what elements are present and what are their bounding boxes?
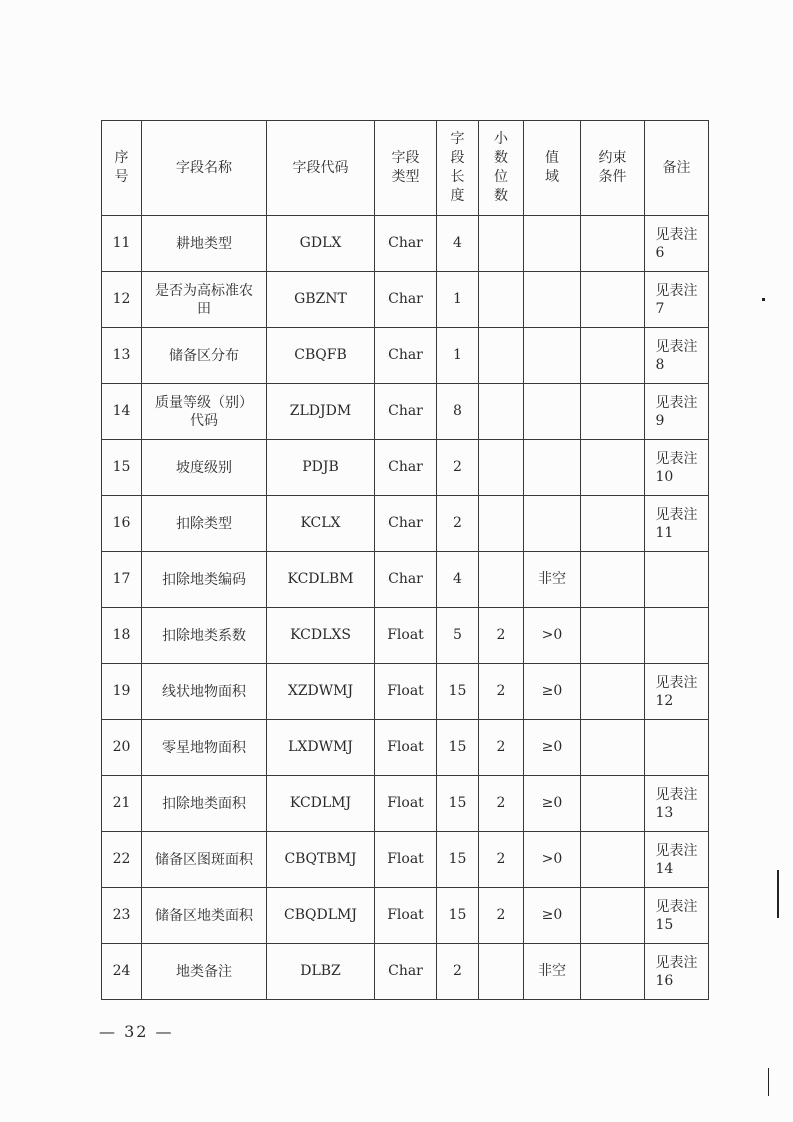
row-field-name-text: 零星地物面积: [162, 739, 246, 756]
row-field-length: [437, 384, 479, 440]
row-field-name: [142, 944, 267, 1000]
row-value-range-text: ≥0: [541, 683, 563, 699]
row-field-length: [437, 664, 479, 720]
row-field-type-text: Char: [388, 347, 423, 363]
scan-mark: [777, 870, 779, 918]
page-number: — 32 —: [99, 1022, 174, 1041]
row-remark: [645, 720, 709, 776]
row-constraint: [581, 328, 645, 384]
row-seq: [102, 664, 142, 720]
header-seq: 序号: [102, 121, 142, 216]
row-field-type: [375, 496, 437, 552]
row-field-name: [142, 384, 267, 440]
table-header-row: [102, 121, 709, 216]
row-decimal-places-text: 2: [496, 795, 506, 811]
row-value-range: [524, 216, 581, 272]
row-value-range-text: 非空: [538, 571, 566, 587]
row-seq: [102, 384, 142, 440]
row-value-range: [524, 440, 581, 496]
row-field-length: [437, 216, 479, 272]
row-field-code: [267, 608, 375, 664]
row-seq: [102, 608, 142, 664]
row-field-code: [267, 272, 375, 328]
row-value-range: [524, 384, 581, 440]
row-field-type-text: Float: [387, 851, 424, 867]
row-field-type-text: Char: [388, 515, 423, 531]
row-field-type-text: Float: [387, 683, 424, 699]
table-row: [102, 608, 709, 664]
row-remark-text: 见表注 10: [655, 450, 698, 485]
row-seq-text: 15: [112, 459, 131, 475]
row-value-range: [524, 328, 581, 384]
header-field-type: 字段类型: [375, 121, 437, 216]
row-decimal-places-text: 2: [496, 851, 506, 867]
row-field-name: [142, 664, 267, 720]
row-field-name-text: 地类备注: [176, 963, 232, 980]
row-constraint: [581, 608, 645, 664]
row-constraint: [581, 496, 645, 552]
row-field-name-text: 储备区分布: [169, 347, 239, 364]
row-field-name-text: 质量等级（别）代码: [155, 394, 253, 429]
row-field-type-text: Char: [388, 571, 423, 587]
row-seq-text: 21: [112, 795, 131, 811]
row-field-code: [267, 888, 375, 944]
row-decimal-places: [479, 888, 524, 944]
row-field-code-text: PDJB: [302, 459, 339, 475]
row-field-length-text: 4: [453, 571, 462, 587]
row-remark: [645, 328, 709, 384]
row-field-length: [437, 552, 479, 608]
row-constraint: [581, 216, 645, 272]
row-decimal-places: [479, 776, 524, 832]
row-seq-text: 19: [112, 683, 131, 699]
row-decimal-places-text: 2: [496, 907, 506, 923]
row-remark: [645, 664, 709, 720]
row-remark: [645, 272, 709, 328]
row-field-length: [437, 888, 479, 944]
row-field-name-text: 坡度级别: [176, 459, 232, 476]
row-field-code-text: DLBZ: [300, 963, 341, 979]
table-row: [102, 496, 709, 552]
row-decimal-places-text: 2: [496, 683, 506, 699]
row-seq-text: 11: [112, 235, 131, 251]
row-field-length-text: 2: [453, 963, 462, 979]
row-value-range-text: >0: [541, 627, 563, 643]
row-field-length-text: 8: [453, 403, 462, 419]
row-value-range: [524, 496, 581, 552]
row-remark: [645, 776, 709, 832]
row-field-type-text: Char: [388, 291, 423, 307]
row-field-length-text: 15: [448, 683, 467, 699]
row-constraint: [581, 272, 645, 328]
row-remark: [645, 552, 709, 608]
row-seq-text: 22: [112, 851, 131, 867]
row-seq: [102, 216, 142, 272]
row-field-length-text: 5: [453, 627, 462, 643]
row-field-code: [267, 496, 375, 552]
scan-mark: [768, 1068, 769, 1096]
header-field-code: 字段代码: [267, 121, 375, 216]
row-value-range: [524, 944, 581, 1000]
row-remark: [645, 608, 709, 664]
header-value-range: 值域: [524, 121, 581, 216]
row-decimal-places: [479, 664, 524, 720]
row-remark-text: 见表注 16: [655, 954, 698, 989]
row-field-length-text: 2: [453, 459, 462, 475]
field-definition-table: [101, 120, 709, 1000]
row-field-code-text: ZLDJDM: [289, 403, 352, 419]
table-row: [102, 720, 709, 776]
row-field-type-text: Char: [388, 459, 423, 475]
row-field-type-text: Float: [387, 907, 424, 923]
row-field-code: [267, 552, 375, 608]
row-field-length: [437, 720, 479, 776]
row-remark-text: 见表注 15: [655, 898, 698, 933]
row-decimal-places: [479, 608, 524, 664]
row-seq-text: 14: [112, 403, 131, 419]
row-constraint: [581, 776, 645, 832]
row-field-name: [142, 216, 267, 272]
row-remark-text: 见表注 14: [655, 842, 698, 877]
row-field-type: [375, 272, 437, 328]
row-value-range: [524, 272, 581, 328]
row-decimal-places-text: 2: [496, 627, 506, 643]
row-value-range: [524, 720, 581, 776]
table-row: [102, 216, 709, 272]
row-decimal-places: [479, 832, 524, 888]
row-seq: [102, 272, 142, 328]
row-field-name-text: 是否为高标准农田: [155, 282, 253, 317]
row-field-type: [375, 216, 437, 272]
row-remark-text: 见表注 13: [655, 786, 698, 821]
row-remark-text: 见表注 12: [655, 674, 698, 709]
row-field-code: [267, 440, 375, 496]
row-field-length: [437, 272, 479, 328]
row-value-range: [524, 832, 581, 888]
table-row: [102, 944, 709, 1000]
row-field-length-text: 15: [448, 739, 467, 755]
row-field-type: [375, 664, 437, 720]
row-field-length-text: 1: [453, 347, 462, 363]
row-field-name-text: 储备区地类面积: [155, 907, 253, 924]
row-field-code-text: KCDLXS: [290, 627, 351, 643]
scan-mark: [762, 298, 765, 301]
row-remark: [645, 944, 709, 1000]
row-decimal-places: [479, 440, 524, 496]
row-field-code-text: CBQFB: [294, 347, 347, 363]
table-row: [102, 440, 709, 496]
table-row: [102, 664, 709, 720]
row-decimal-places: [479, 384, 524, 440]
row-value-range: [524, 888, 581, 944]
row-decimal-places: [479, 552, 524, 608]
row-seq-text: 16: [112, 515, 131, 531]
row-constraint: [581, 888, 645, 944]
header-field-name: 字段名称: [142, 121, 267, 216]
row-remark: [645, 496, 709, 552]
row-field-name: [142, 328, 267, 384]
row-constraint: [581, 384, 645, 440]
row-field-name: [142, 552, 267, 608]
row-seq-text: 24: [112, 963, 131, 979]
row-value-range: [524, 664, 581, 720]
row-field-name-text: 线状地物面积: [162, 683, 246, 700]
row-field-type: [375, 832, 437, 888]
row-seq: [102, 496, 142, 552]
row-decimal-places-text: 2: [496, 739, 506, 755]
row-field-name: [142, 272, 267, 328]
row-field-length: [437, 328, 479, 384]
row-constraint: [581, 720, 645, 776]
row-remark-text: 见表注 8: [655, 338, 698, 373]
row-field-length: [437, 496, 479, 552]
row-field-length-text: 2: [453, 515, 462, 531]
row-field-code: [267, 832, 375, 888]
row-value-range: [524, 776, 581, 832]
row-field-code: [267, 664, 375, 720]
row-field-length-text: 15: [448, 795, 467, 811]
row-seq-text: 13: [112, 347, 131, 363]
row-seq: [102, 440, 142, 496]
header-decimal-places: 小数位数: [479, 121, 524, 216]
row-value-range-text: >0: [541, 851, 563, 867]
row-field-code-text: GDLX: [299, 235, 342, 251]
row-seq-text: 23: [112, 907, 131, 923]
row-remark-text: 见表注 11: [655, 506, 698, 541]
row-seq-text: 12: [112, 291, 131, 307]
row-field-type-text: Char: [388, 403, 423, 419]
row-constraint: [581, 552, 645, 608]
row-field-length: [437, 944, 479, 1000]
row-remark: [645, 832, 709, 888]
row-field-code: [267, 384, 375, 440]
row-decimal-places: [479, 328, 524, 384]
row-field-type: [375, 328, 437, 384]
row-constraint: [581, 664, 645, 720]
row-remark: [645, 888, 709, 944]
row-field-code-text: XZDWMJ: [287, 683, 354, 699]
row-field-name: [142, 440, 267, 496]
table-row: [102, 384, 709, 440]
row-field-length: [437, 440, 479, 496]
row-field-code: [267, 216, 375, 272]
row-decimal-places: [479, 216, 524, 272]
row-field-length: [437, 776, 479, 832]
table-row: [102, 888, 709, 944]
row-field-length-text: 1: [453, 291, 462, 307]
row-value-range-text: ≥0: [541, 907, 563, 923]
row-field-type-text: Float: [387, 739, 424, 755]
row-seq: [102, 888, 142, 944]
table-row: [102, 832, 709, 888]
row-seq: [102, 720, 142, 776]
header-remark: 备注: [645, 121, 709, 216]
row-field-length: [437, 608, 479, 664]
row-field-type: [375, 776, 437, 832]
row-decimal-places: [479, 720, 524, 776]
row-field-code: [267, 328, 375, 384]
row-remark-text: 见表注 9: [655, 394, 698, 429]
row-decimal-places: [479, 496, 524, 552]
row-value-range: [524, 552, 581, 608]
row-field-code-text: KCLX: [300, 515, 341, 531]
row-field-length-text: 4: [453, 235, 462, 251]
table-row: [102, 552, 709, 608]
row-remark: [645, 216, 709, 272]
row-field-code: [267, 776, 375, 832]
row-field-name: [142, 720, 267, 776]
row-field-type-text: Float: [387, 795, 424, 811]
row-remark-text: 见表注 7: [655, 282, 698, 317]
row-field-name-text: 耕地类型: [176, 235, 232, 252]
row-constraint: [581, 440, 645, 496]
row-remark: [645, 440, 709, 496]
row-value-range-text: ≥0: [541, 739, 563, 755]
row-seq: [102, 776, 142, 832]
header-field-length: 字段长度: [437, 121, 479, 216]
row-field-type: [375, 608, 437, 664]
row-seq-text: 17: [112, 571, 131, 587]
row-field-name: [142, 832, 267, 888]
row-remark: [645, 384, 709, 440]
row-field-type: [375, 384, 437, 440]
row-field-name: [142, 776, 267, 832]
row-field-name-text: 扣除地类面积: [162, 795, 246, 812]
row-field-type-text: Float: [387, 627, 424, 643]
row-value-range-text: 非空: [538, 963, 566, 979]
row-field-code-text: GBZNT: [294, 291, 347, 307]
row-remark-text: 见表注 6: [655, 226, 698, 261]
row-field-name: [142, 608, 267, 664]
row-seq: [102, 944, 142, 1000]
row-field-name: [142, 496, 267, 552]
row-decimal-places: [479, 944, 524, 1000]
row-field-code-text: LXDWMJ: [288, 739, 353, 755]
row-seq: [102, 832, 142, 888]
row-field-length-text: 15: [448, 907, 467, 923]
row-field-type-text: Char: [388, 963, 423, 979]
row-seq-text: 20: [112, 739, 131, 755]
row-field-code: [267, 720, 375, 776]
row-field-code: [267, 944, 375, 1000]
row-decimal-places: [479, 272, 524, 328]
row-field-length: [437, 832, 479, 888]
row-field-type: [375, 552, 437, 608]
row-field-name-text: 扣除类型: [176, 515, 232, 532]
table-row: [102, 328, 709, 384]
row-field-code-text: KCDLMJ: [289, 795, 352, 811]
row-field-name-text: 储备区图斑面积: [155, 851, 253, 868]
row-field-type: [375, 888, 437, 944]
row-seq: [102, 552, 142, 608]
row-field-length-text: 15: [448, 851, 467, 867]
header-constraint: 约束条件: [581, 121, 645, 216]
table-row: [102, 776, 709, 832]
row-constraint: [581, 832, 645, 888]
row-value-range-text: ≥0: [541, 795, 563, 811]
row-field-name: [142, 888, 267, 944]
table-row: [102, 272, 709, 328]
row-field-code-text: KCDLBM: [287, 571, 354, 587]
row-field-code-text: CBQTBMJ: [284, 851, 357, 867]
row-value-range: [524, 608, 581, 664]
row-field-name-text: 扣除地类系数: [162, 627, 246, 644]
row-field-code-text: CBQDLMJ: [284, 907, 357, 923]
row-seq: [102, 328, 142, 384]
row-field-type: [375, 944, 437, 1000]
row-field-type: [375, 440, 437, 496]
row-field-type: [375, 720, 437, 776]
row-field-name-text: 扣除地类编码: [162, 571, 246, 588]
row-seq-text: 18: [112, 627, 131, 643]
row-field-type-text: Char: [388, 235, 423, 251]
row-constraint: [581, 944, 645, 1000]
